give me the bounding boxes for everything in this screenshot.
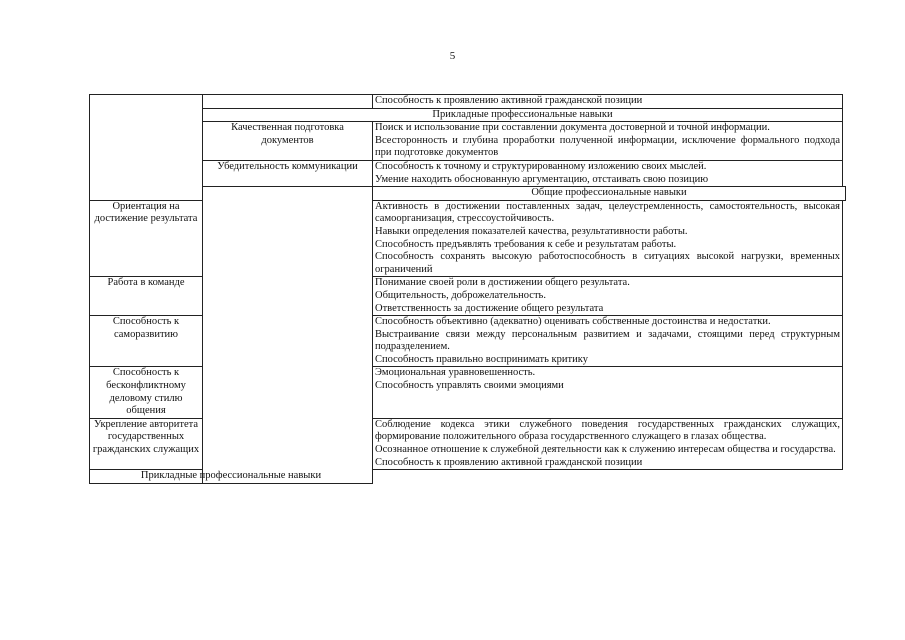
description-cell: Способность объективно (адекватно) оценивать собственные достоинства и недостатки. Выстраивание связи между персональным развитием и задачами, стоящими перед структурным подразделением. Способность правильно воспринимать критику: [373, 316, 843, 367]
competence-cell: Ориентация на достижение результата: [90, 200, 203, 277]
description-cell: Способность к точному и структурированному изложению своих мыслей. Умение находить обоснованную аргументацию, отстаивать свою позицию: [373, 160, 843, 186]
competence-cell: Способность к саморазвитию: [90, 316, 203, 367]
table-row: [90, 108, 846, 122]
table-row: [90, 160, 846, 186]
table-row: [90, 122, 846, 161]
section-header-applied: Прикладные профессиональные навыки: [203, 108, 843, 122]
competence-cell-empty: [203, 95, 373, 109]
description-cell: Понимание своей роли в достижении общего результата. Общительность, доброжелательность. Ответственность за достижение общего результата: [373, 277, 843, 316]
group-cell: [203, 187, 373, 484]
group-cell-empty: [90, 95, 203, 201]
description-cell: Способность к проявлению активной гражданской позиции: [373, 95, 843, 109]
table-row: [90, 470, 846, 484]
table-row: [90, 187, 846, 201]
competence-cell: Убедительность коммуникации: [203, 160, 373, 186]
page-number: 5: [449, 50, 456, 62]
description-cell: Поиск и использование при составлении документа достоверной и точной информации. Всесторонность и глубина проработки полученной информации, исключение формального подхода при подготовке документов: [373, 122, 843, 161]
competence-cell: Способность к бесконфликтному деловому стилю общения: [90, 367, 203, 418]
description-cell: Активность в достижении поставленных задач, целеустремленность, самостоятельность, высокая самоорганизация, стрессоустойчивость. Навыки определения показателей качества, результативности работы. Способность предъявлять требования к себе и результатам работы. Способность сохранять высокую работоспособность в ситуациях высокой нагрузки, временных ограничений: [373, 200, 843, 277]
competence-cell: Укрепление авторитета государственных гражданских служащих: [90, 418, 203, 469]
section-header-applied: Прикладные профессиональные навыки: [90, 470, 373, 484]
description-cell: Эмоциональная уравновешенность. Способность управлять своими эмоциями: [373, 367, 843, 418]
description-cell: Соблюдение кодекса этики служебного поведения государственных гражданских служащих, формирование положительного образа государственного служащего в глазах общества. Осознанное отношение к служебной деятельности как к служению интересам общества и государства. Способность к проявлению активной гражданской позиции: [373, 418, 843, 469]
competence-cell: Качественная подготовка документов: [203, 122, 373, 161]
competence-cell: Работа в команде: [90, 277, 203, 316]
table-row: [90, 95, 846, 109]
competency-table: [89, 94, 846, 484]
section-header-general: Общие профессиональные навыки: [373, 187, 846, 201]
